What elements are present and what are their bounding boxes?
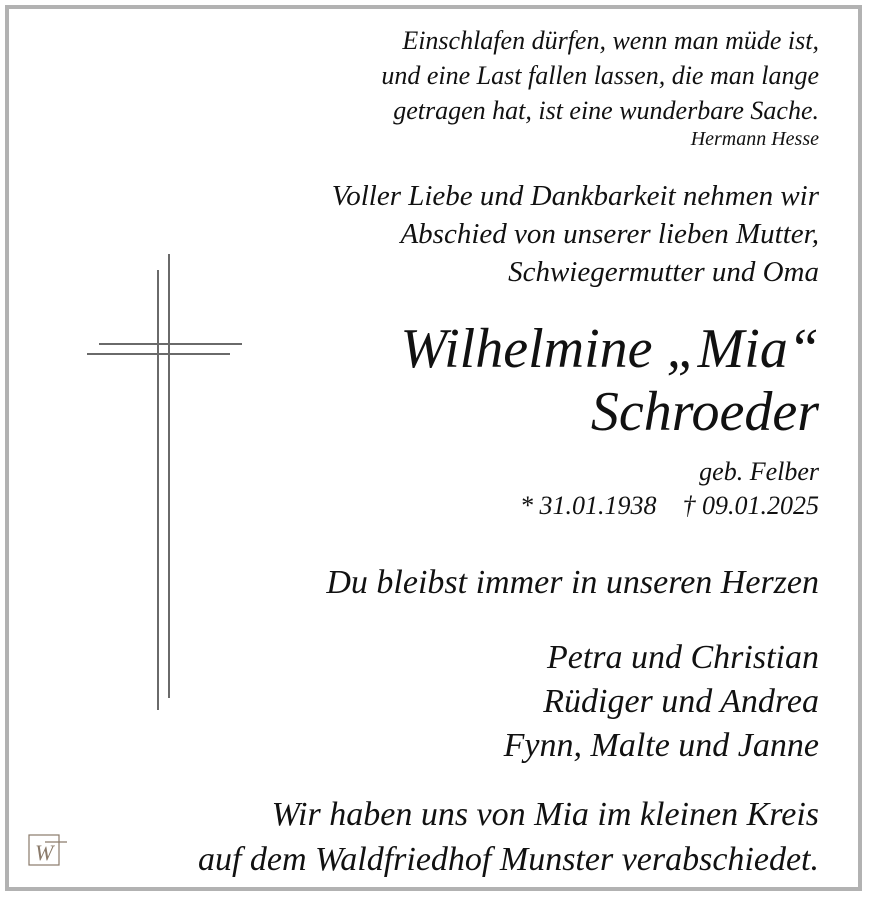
deceased-name: [401, 318, 819, 444]
quote-line: Einschlafen dürfen, wenn man müde ist,: [402, 26, 819, 55]
mourner-line: Fynn, Malte und Janne: [503, 727, 819, 764]
logo-letter: W: [35, 840, 54, 865]
birth-name: geb. Felber: [699, 457, 819, 486]
intro-line: Abschied von unserer lieben Mutter,: [400, 218, 819, 250]
mourner-line: Rüdiger und Andrea: [543, 683, 819, 720]
quote-line: und eine Last fallen lassen, die man lange: [381, 61, 819, 90]
publisher-logo-icon: [27, 833, 69, 869]
intro-text: [332, 177, 819, 291]
death-date: † 09.01.2025: [682, 491, 819, 520]
motto: Du bleibst immer in unseren Herzen: [326, 564, 819, 601]
closing-line: Wir haben uns von Mia im kleinen Kreis: [271, 796, 819, 833]
mourner-line: Petra und Christian: [546, 639, 819, 676]
mourners-list: [504, 636, 819, 768]
intro-line: Schwiegermutter und Oma: [508, 256, 819, 288]
quote-block: [381, 23, 819, 128]
quote-line: getragen hat, ist eine wunderbare Sache.: [393, 96, 819, 125]
name-last: Schroeder: [590, 381, 819, 443]
intro-line: Voller Liebe und Dankbarkeit nehmen wir: [331, 180, 819, 212]
closing-line: auf dem Waldfriedhof Munster verabschiedet.: [197, 841, 819, 878]
cross-icon: [85, 252, 245, 712]
birth-date: * 31.01.1938: [520, 491, 657, 520]
closing-text: [198, 792, 819, 882]
life-dates: [520, 490, 819, 522]
name-first: Wilhelmine „Mia“: [400, 318, 819, 380]
quote-author: Hermann Hesse: [690, 128, 819, 150]
